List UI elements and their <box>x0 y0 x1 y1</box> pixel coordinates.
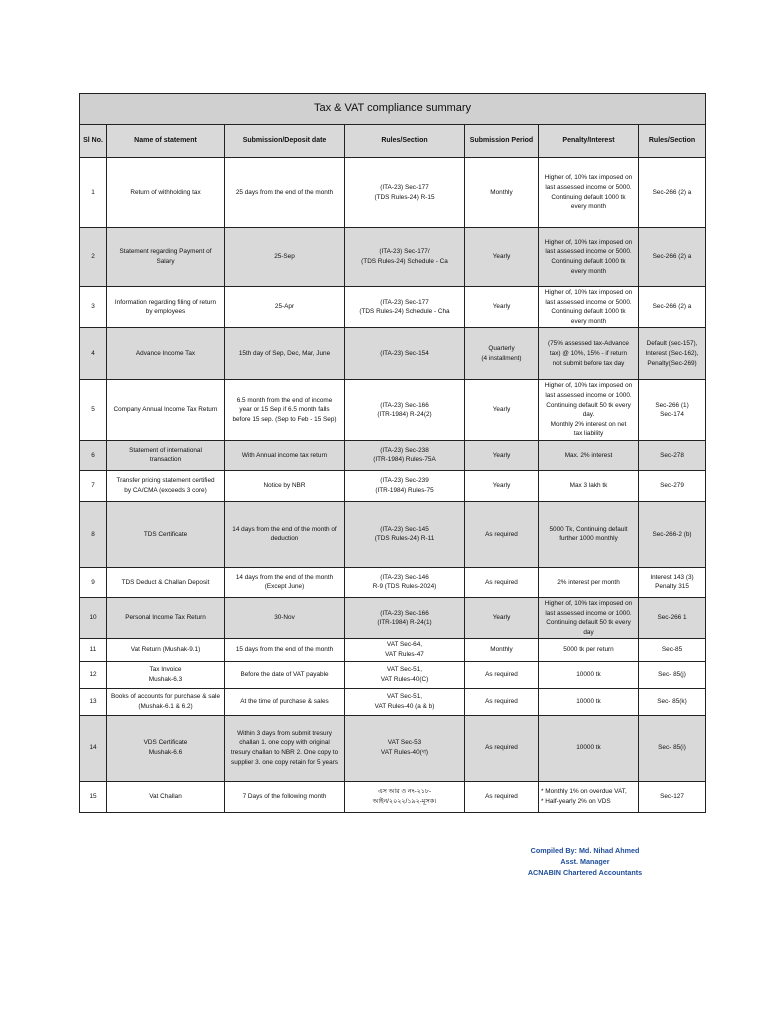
cell-text-line: (Except June) <box>264 583 305 591</box>
firm-name: ACNABIN Chartered Accountants <box>527 868 643 877</box>
rules-cell <box>345 440 465 470</box>
cell-text-line: * Monthly 1% on overdue VAT, <box>541 787 627 795</box>
submission-date-cell <box>225 287 345 328</box>
cell-text-line: Vat Challan <box>149 792 182 800</box>
cell-text-line: Sec-174 <box>660 411 684 419</box>
cell-text-line: deduction <box>270 535 299 543</box>
cell-text-line: 14 days from the end of the month of <box>232 525 337 533</box>
submission-period-cell <box>465 597 539 638</box>
cell-text-line: challan 1. one copy with original <box>239 739 330 747</box>
submission-period-cell <box>465 567 539 597</box>
cell-text-line: Sec-266 (2) a <box>652 253 692 261</box>
cell-text-line: (ITA-23) Sec-177/ <box>379 248 430 256</box>
submission-period-cell <box>465 470 539 501</box>
cell-text-line: Before the date of VAT payable <box>240 670 329 678</box>
cell-text-line: Tax Invoice <box>149 665 182 673</box>
serial-number-cell: 13 <box>80 688 107 715</box>
column-header-sl: Sl No. <box>80 125 107 158</box>
cell-text-line: last assessed income or 5000. <box>545 248 632 256</box>
cell-text-line: Mushak-6.3 <box>148 675 183 683</box>
cell-text-line: 10000 tk <box>576 697 601 705</box>
statement-name-cell <box>107 597 225 638</box>
cell-text-line: As required <box>485 744 518 752</box>
rules-cell <box>345 715 465 781</box>
column-header-period: Submission Period <box>465 125 539 158</box>
cell-text-line: 15 days from the end of the month <box>235 646 334 654</box>
cell-text-line: (TDS Rules-24) R-11 <box>374 535 435 543</box>
table-row <box>80 158 706 228</box>
column-header-penalty: Penalty/Interest <box>539 125 639 158</box>
cell-text-line: (ITR-1984) Rules-75A <box>373 456 436 464</box>
cell-text-line: Yearly <box>492 482 511 490</box>
cell-text-line: tax liability <box>573 430 604 438</box>
column-header-rules: Rules/Section <box>345 125 465 158</box>
cell-text-line: day <box>583 628 594 636</box>
cell-text-line: (ITA-23) Sec-239 <box>380 477 429 485</box>
column-header-name: Name of statement <box>107 125 225 158</box>
cell-text-line: every month <box>570 317 607 325</box>
cell-text-line: VDS Certificate <box>143 739 188 747</box>
compiled-by-footer <box>500 845 670 878</box>
cell-text-line: TDS Deduct & Challan Deposit <box>121 578 210 586</box>
serial-number-cell: 14 <box>80 715 107 781</box>
cell-text-line: (Mushak-6.1 & 6.2) <box>138 702 193 710</box>
cell-text-line: tax) @ 10%, 15% - if return <box>549 350 628 358</box>
submission-date-cell <box>225 661 345 688</box>
cell-text-line: Higher of, 10% tax imposed on <box>544 238 633 246</box>
cell-text-line: Default (sec-157), <box>646 340 698 348</box>
cell-text-line: Continuing default 50 tk every <box>546 401 631 409</box>
table-row <box>80 781 706 812</box>
cell-text-line: Quarterly <box>488 345 515 353</box>
rules-cell <box>345 567 465 597</box>
penalty-section-cell <box>639 501 706 567</box>
cell-text-line: Notice by NBR <box>263 482 306 490</box>
serial-number-cell: 7 <box>80 470 107 501</box>
cell-text-line: (75% assessed tax-Advance <box>548 340 629 348</box>
cell-text-line: VAT Rules-40 (a & b) <box>374 702 435 710</box>
cell-text-line: Sec- 85(j) <box>658 670 686 678</box>
cell-text-line: (ITA-23) Sec-154 <box>380 350 429 358</box>
cell-text-line: 14 days from the end of the month <box>235 573 334 581</box>
cell-text-line: Yearly <box>492 303 511 311</box>
cell-text-line: 6.5 month from the end of income <box>236 396 333 404</box>
cell-text-line: last assessed income or 1000. <box>545 391 632 399</box>
cell-text-line: Sec-266 1 <box>657 614 687 622</box>
cell-text-line: every month <box>570 267 607 275</box>
cell-text-line: (ITA-23) Sec-238 <box>380 446 429 454</box>
penalty-section-cell <box>639 328 706 380</box>
cell-text-line: Continuing default 1000 tk <box>551 193 626 201</box>
cell-text-line: (ITA-23) Sec-177 <box>380 183 429 191</box>
cell-text-line: 30-Nov <box>274 614 295 622</box>
cell-text-line: Yearly <box>492 406 511 414</box>
statement-name-cell <box>107 470 225 501</box>
table-row <box>80 715 706 781</box>
serial-number-cell: 8 <box>80 501 107 567</box>
cell-text-line: (ITA-23) Sec-166 <box>380 401 429 409</box>
cell-text-line: 10000 tk <box>576 670 601 678</box>
cell-text-line: (TDS Rules-24) Schedule - Cha <box>359 308 450 316</box>
cell-text-line: At the time of purchase & sales <box>240 697 329 705</box>
compliance-table <box>79 93 706 813</box>
table-row <box>80 328 706 380</box>
table-row <box>80 567 706 597</box>
penalty-cell <box>539 567 639 597</box>
cell-text-line: last assessed income or 5000. <box>545 298 632 306</box>
cell-text-line: VAT Sec-53 <box>387 739 422 747</box>
cell-text-line: Yearly <box>492 253 511 261</box>
cell-text-line: Sec- 85(k) <box>657 697 687 705</box>
cell-text-line: 25-Apr <box>274 303 295 311</box>
statement-name-cell <box>107 639 225 661</box>
rules-cell <box>345 228 465 287</box>
cell-text-line: VAT Sec-51, <box>386 665 423 673</box>
cell-text-line: (ITR-1984) R-24(2) <box>377 411 432 419</box>
table-body <box>80 158 706 813</box>
submission-period-cell <box>465 661 539 688</box>
statement-name-cell <box>107 440 225 470</box>
cell-text-line: Sec-127 <box>660 792 684 800</box>
cell-text-line: (ITR-1984) R-24(1) <box>377 619 432 627</box>
cell-text-line: Continuing default 1000 tk <box>551 258 626 265</box>
column-header-section: Rules/Section <box>639 125 706 158</box>
cell-text-line: Higher of, 10% tax imposed on <box>544 382 633 390</box>
submission-date-cell <box>225 501 345 567</box>
rules-cell <box>345 158 465 228</box>
table-row <box>80 661 706 688</box>
cell-text-line: Advance Income Tax <box>135 350 196 358</box>
serial-number-cell: 15 <box>80 781 107 812</box>
cell-text-line: Higher of, 10% tax imposed on <box>544 289 633 296</box>
column-header-date: Submission/Deposit date <box>225 125 345 158</box>
cell-text-line: With Annual income tax return <box>241 451 328 459</box>
compiler-title: Asst. Manager <box>560 857 610 866</box>
penalty-cell <box>539 158 639 228</box>
submission-date-cell <box>225 715 345 781</box>
statement-name-cell <box>107 228 225 287</box>
cell-text-line: As required <box>485 578 518 586</box>
statement-name-cell <box>107 781 225 812</box>
cell-text-line: Sec-278 <box>660 451 684 459</box>
cell-text-line: tresury challan to NBR 2. One copy to <box>230 749 339 756</box>
cell-text-line: As required <box>485 670 518 678</box>
submission-date-cell <box>225 567 345 597</box>
cell-text-line: 2% interest per month <box>557 578 620 586</box>
penalty-section-cell <box>639 287 706 328</box>
cell-text-line: R-9 (TDS Rules-2024) <box>372 583 437 591</box>
cell-text-line: Return of withholding tax <box>130 188 201 196</box>
cell-text-line: আইন/২০২২/১৯২-মূসক। <box>372 797 437 805</box>
rules-cell <box>345 597 465 638</box>
cell-text-line: Company Annual Income Tax Return <box>113 406 218 414</box>
cell-text-line: As required <box>485 792 518 800</box>
rules-cell <box>345 781 465 812</box>
cell-text-line: Sec-266 (2) a <box>652 303 692 311</box>
cell-text-line: 10000 tk <box>576 744 601 752</box>
cell-text-line: Penalty 315 <box>655 583 689 591</box>
cell-text-line: VAT Sec-64, <box>386 641 423 649</box>
submission-period-cell <box>465 781 539 812</box>
submission-date-cell <box>225 440 345 470</box>
cell-text-line: Monthly 2% interest on net <box>550 420 627 428</box>
cell-text-line: VAT Rules-40(C) <box>380 675 429 683</box>
cell-text-line: day. <box>582 411 595 419</box>
serial-number-cell: 3 <box>80 287 107 328</box>
cell-text-line: by CA/CMA (exceeds 3 core) <box>124 486 207 494</box>
cell-text-line: Statement regarding Payment of <box>119 248 212 256</box>
submission-period-cell <box>465 715 539 781</box>
penalty-section-cell <box>639 715 706 781</box>
statement-name-cell <box>107 715 225 781</box>
cell-text-line: Books of accounts for purchase & sale <box>110 692 221 700</box>
cell-text-line: (TDS Rules-24) Schedule - Ca <box>361 258 448 265</box>
cell-text-line: Continuing default 1000 tk <box>551 308 626 316</box>
cell-text-line: Higher of, 10% tax imposed on <box>544 174 633 182</box>
cell-text-line: Penalty(Sec-269) <box>647 359 697 367</box>
penalty-cell <box>539 781 639 812</box>
cell-text-line: (4 installment) <box>481 354 522 362</box>
serial-number-cell: 5 <box>80 380 107 441</box>
compliance-sheet <box>79 93 705 813</box>
rules-cell <box>345 470 465 501</box>
statement-name-cell <box>107 501 225 567</box>
cell-text-line: Sec-266-2 (b) <box>652 530 692 538</box>
submission-date-cell <box>225 639 345 661</box>
table-row <box>80 501 706 567</box>
table-row <box>80 470 706 501</box>
cell-text-line: Sec-266 (2) a <box>652 188 692 196</box>
cell-text-line: Monthly <box>490 188 513 196</box>
cell-text-line: Yearly <box>492 451 511 459</box>
cell-text-line: Sec- 85(i) <box>658 744 686 752</box>
cell-text-line: Mushak-6.6 <box>148 749 183 756</box>
table-row <box>80 639 706 661</box>
sheet-title: Tax & VAT compliance summary <box>80 94 706 125</box>
statement-name-cell <box>107 567 225 597</box>
penalty-section-cell <box>639 688 706 715</box>
serial-number-cell: 11 <box>80 639 107 661</box>
cell-text-line: 7 Days of the following month <box>242 792 327 800</box>
cell-text-line: transaction <box>149 456 182 464</box>
cell-text-line: VAT Rules-40(গ) <box>380 749 429 756</box>
submission-date-cell <box>225 158 345 228</box>
serial-number-cell: 6 <box>80 440 107 470</box>
penalty-cell <box>539 597 639 638</box>
submission-date-cell <box>225 228 345 287</box>
cell-text-line: Continuing default 50 tk every <box>546 619 631 627</box>
penalty-section-cell <box>639 639 706 661</box>
submission-period-cell <box>465 328 539 380</box>
rules-cell <box>345 639 465 661</box>
cell-text-line: (ITA-23) Sec-146 <box>380 573 429 581</box>
serial-number-cell: 2 <box>80 228 107 287</box>
penalty-cell <box>539 328 639 380</box>
table-row <box>80 440 706 470</box>
statement-name-cell <box>107 688 225 715</box>
cell-text-line: As required <box>485 697 518 705</box>
cell-text-line: 5000 tk per return <box>563 646 614 654</box>
penalty-section-cell <box>639 440 706 470</box>
cell-text-line: Interest 143 (3) <box>650 573 694 581</box>
submission-date-cell <box>225 781 345 812</box>
table-row <box>80 287 706 328</box>
cell-text-line: Salary <box>156 258 175 265</box>
cell-text-line: Max. 2% interest <box>564 451 613 459</box>
cell-text-line: Monthly <box>490 646 513 654</box>
penalty-cell <box>539 440 639 470</box>
cell-text-line: Transfer pricing statement certified <box>116 477 215 485</box>
submission-period-cell <box>465 639 539 661</box>
cell-text-line: last assessed income or 1000. <box>545 609 632 617</box>
rules-cell <box>345 688 465 715</box>
cell-text-line: further 1000 monthly <box>559 535 618 543</box>
penalty-section-cell <box>639 228 706 287</box>
cell-text-line: 15th day of Sep, Dec, Mar, June <box>238 350 331 358</box>
penalty-cell <box>539 380 639 441</box>
cell-text-line: by employees <box>145 308 186 316</box>
submission-period-cell <box>465 228 539 287</box>
submission-period-cell <box>465 688 539 715</box>
cell-text-line: (TDS Rules-24) R-15 <box>374 193 435 201</box>
cell-text-line: VAT Rules-47 <box>385 650 424 658</box>
cell-text-line: Within 3 days from submit tresury <box>237 729 332 737</box>
statement-name-cell <box>107 328 225 380</box>
cell-text-line: 25-Sep <box>274 253 295 261</box>
penalty-section-cell <box>639 470 706 501</box>
submission-date-cell <box>225 380 345 441</box>
cell-text-line: before 15 sep. (Sep to Feb - 15 Sep) <box>232 415 337 423</box>
statement-name-cell <box>107 661 225 688</box>
cell-text-line: supplier 3. one copy retain for 5 years <box>231 758 338 766</box>
rules-cell <box>345 380 465 441</box>
cell-text-line: last assessed income or 5000. <box>545 183 632 191</box>
cell-text-line: TDS Certificate <box>143 530 188 538</box>
statement-name-cell <box>107 380 225 441</box>
penalty-cell <box>539 661 639 688</box>
cell-text-line: Sec-266 (1) <box>655 401 689 409</box>
penalty-cell <box>539 470 639 501</box>
cell-text-line: * Half-yearly 2% on VDS <box>541 797 611 805</box>
submission-date-cell <box>225 597 345 638</box>
cell-text-line: not submit before tax day <box>552 359 625 367</box>
submission-date-cell <box>225 470 345 501</box>
cell-text-line: every month <box>570 203 607 211</box>
cell-text-line: Personal Income Tax Return <box>125 614 206 622</box>
penalty-section-cell <box>639 597 706 638</box>
submission-date-cell <box>225 328 345 380</box>
cell-text-line: 5000 Tk, Continuing default <box>549 525 628 533</box>
rules-cell <box>345 287 465 328</box>
table-row <box>80 228 706 287</box>
rules-cell <box>345 328 465 380</box>
penalty-cell <box>539 501 639 567</box>
penalty-section-cell <box>639 567 706 597</box>
penalty-section-cell <box>639 781 706 812</box>
penalty-cell <box>539 287 639 328</box>
cell-text-line: Sec-85 <box>661 646 683 654</box>
table-row <box>80 688 706 715</box>
cell-text-line: Interest (Sec-162), <box>645 350 699 358</box>
penalty-cell <box>539 639 639 661</box>
penalty-section-cell <box>639 661 706 688</box>
penalty-cell <box>539 228 639 287</box>
penalty-cell <box>539 688 639 715</box>
statement-name-cell <box>107 158 225 228</box>
penalty-cell <box>539 715 639 781</box>
cell-text-line: (ITA-23) Sec-145 <box>380 525 429 533</box>
cell-text-line: Max 3 lakh tk <box>569 482 608 490</box>
cell-text-line: এস আর ও নং-২১৮- <box>377 787 432 795</box>
table-row <box>80 380 706 441</box>
serial-number-cell: 1 <box>80 158 107 228</box>
cell-text-line: Statement of international <box>129 446 202 454</box>
statement-name-cell <box>107 287 225 328</box>
cell-text-line: Yearly <box>492 614 511 622</box>
penalty-section-cell <box>639 158 706 228</box>
cell-text-line: Vat Return (Mushak-9.1) <box>130 646 201 654</box>
submission-period-cell <box>465 440 539 470</box>
submission-date-cell <box>225 688 345 715</box>
cell-text-line: year or 15 Sep if 6.5 month falls <box>239 406 330 414</box>
cell-text-line: Higher of, 10% tax imposed on <box>544 599 633 607</box>
submission-period-cell <box>465 380 539 441</box>
table-row <box>80 597 706 638</box>
cell-text-line: (ITA-23) Sec-177 <box>380 298 429 306</box>
serial-number-cell: 12 <box>80 661 107 688</box>
cell-text-line: As required <box>485 530 518 538</box>
submission-period-cell <box>465 158 539 228</box>
cell-text-line: (ITR-1984) Rules-75 <box>375 486 434 494</box>
cell-text-line: VAT Sec-51, <box>386 692 423 700</box>
penalty-section-cell <box>639 380 706 441</box>
submission-period-cell <box>465 287 539 328</box>
serial-number-cell: 9 <box>80 567 107 597</box>
serial-number-cell: 10 <box>80 597 107 638</box>
submission-period-cell <box>465 501 539 567</box>
serial-number-cell: 4 <box>80 328 107 380</box>
cell-text-line: Information regarding filing of return <box>114 298 217 306</box>
cell-text-line: Sec-279 <box>660 482 684 490</box>
cell-text-line: (ITA-23) Sec-166 <box>380 609 429 617</box>
cell-text-line: 25 days from the end of the month <box>235 188 334 196</box>
compiler-name: Compiled By: Md. Nihad Ahmed <box>530 846 640 855</box>
rules-cell <box>345 501 465 567</box>
rules-cell <box>345 661 465 688</box>
